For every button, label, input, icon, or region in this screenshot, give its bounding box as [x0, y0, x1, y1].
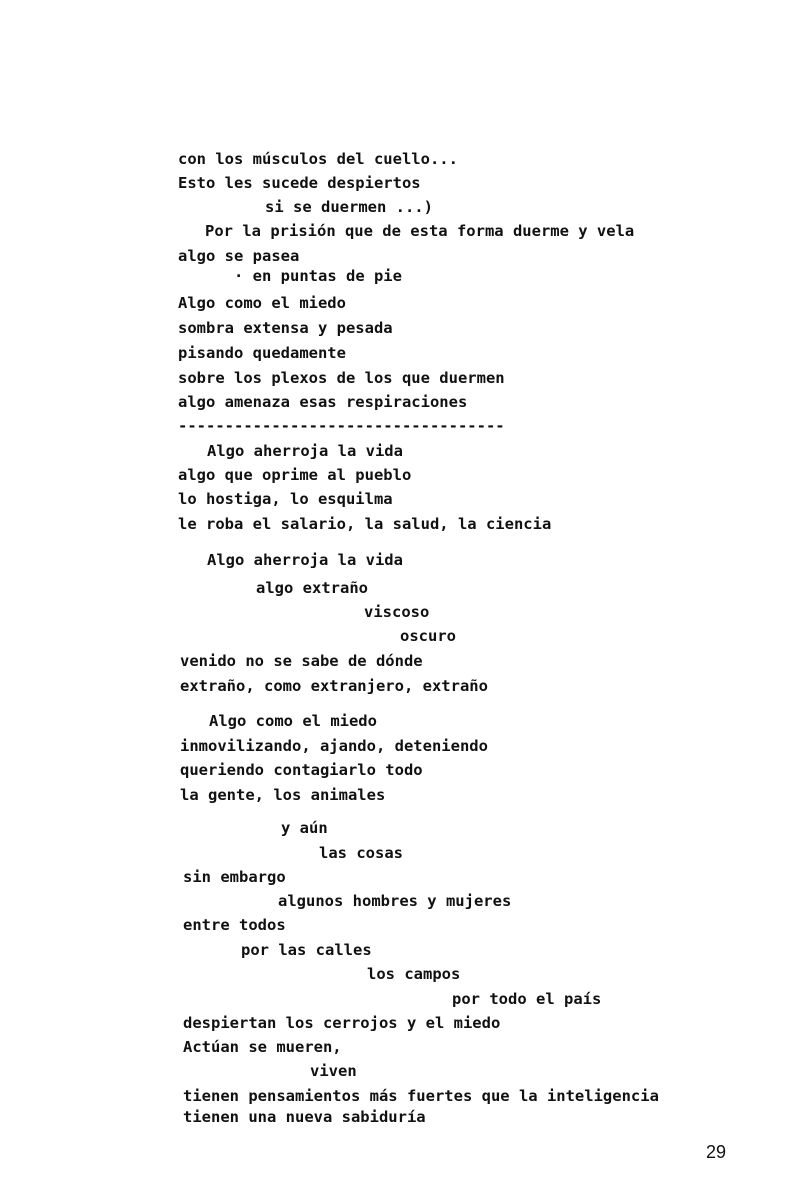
- poem-line: tienen una nueva sabiduría: [183, 1108, 426, 1126]
- poem-line: algo amenaza esas respiraciones: [178, 393, 468, 411]
- poem-line: las cosas: [319, 844, 403, 862]
- poem-line: entre todos: [183, 916, 286, 934]
- poem-line: algo se pasea: [178, 247, 300, 265]
- poem-line: sombra extensa y pesada: [178, 319, 393, 337]
- poem-line: Algo como el miedo: [209, 712, 377, 730]
- poem-line: y aún: [281, 819, 328, 837]
- poem-line: Algo como el miedo: [178, 294, 346, 312]
- poem-line: sin embargo: [183, 868, 286, 886]
- poem-line: algo que oprime al pueblo: [178, 466, 412, 484]
- poem-line: los campos: [367, 965, 461, 983]
- poem-line: Algo aherroja la vida: [207, 551, 403, 569]
- poem-line: venido no se sabe de dónde: [180, 652, 423, 670]
- poem-line: por todo el país: [452, 990, 602, 1008]
- poem-line: algunos hombres y mujeres: [278, 892, 512, 910]
- page-number: 29: [706, 1142, 727, 1162]
- poem-line: con los músculos del cuello...: [178, 150, 458, 168]
- poem-line: Algo aherroja la vida: [207, 442, 403, 460]
- poem-line: viven: [310, 1062, 357, 1080]
- poem-line: extraño, como extranjero, extraño: [180, 677, 488, 695]
- poem-line: lo hostiga, lo esquilma: [178, 490, 393, 508]
- poem-line: pisando quedamente: [178, 344, 346, 362]
- poem-line: sobre los plexos de los que duermen: [178, 369, 505, 387]
- poem-line: Por la prisión que de esta forma duerme y vela: [205, 222, 635, 240]
- poem-line: la gente, los animales: [180, 786, 386, 804]
- poem-line: Esto les sucede despiertos: [178, 174, 421, 192]
- poem-line: si se duermen ...): [265, 198, 433, 216]
- poem-line: despiertan los cerrojos y el miedo: [183, 1014, 501, 1032]
- section-divider: -----------------------------------: [178, 417, 505, 435]
- poem-line: · en puntas de pie: [234, 267, 402, 285]
- poem-line: algo extraño: [256, 579, 368, 597]
- poem-line: oscuro: [400, 627, 456, 645]
- poem-line: tienen pensamientos más fuertes que la inteligencia: [183, 1087, 659, 1105]
- poem-line: queriendo contagiarlo todo: [180, 761, 423, 779]
- poem-line: por las calles: [241, 941, 372, 959]
- poem-line: le roba el salario, la salud, la ciencia: [178, 515, 552, 533]
- poem-line: viscoso: [364, 603, 430, 621]
- poem-line: inmovilizando, ajando, deteniendo: [180, 737, 488, 755]
- poem-line: Actúan se mueren,: [183, 1038, 342, 1056]
